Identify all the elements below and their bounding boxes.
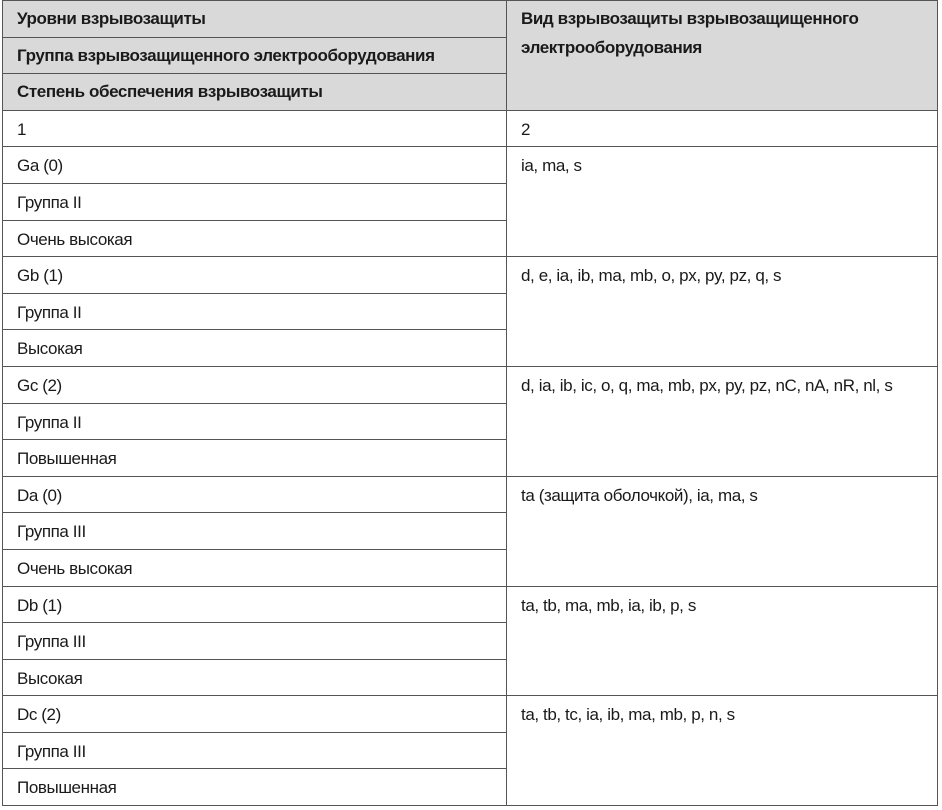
level-cell: Dc (2) bbox=[3, 696, 507, 733]
column-number-row bbox=[3, 110, 938, 147]
protection-cell: d, e, ia, ib, ma, mb, o, px, py, pz, q, s bbox=[507, 257, 938, 367]
level-cell: Da (0) bbox=[3, 476, 507, 513]
table-row bbox=[3, 366, 938, 403]
level-cell: Db (1) bbox=[3, 586, 507, 623]
header-row bbox=[3, 1, 938, 38]
degree-cell: Очень высокая bbox=[3, 220, 507, 257]
degree-cell: Очень высокая bbox=[3, 549, 507, 586]
header-levels: Уровни взрывозащиты bbox=[3, 1, 507, 38]
column-number-2: 2 bbox=[507, 110, 938, 147]
level-cell: Gc (2) bbox=[3, 366, 507, 403]
protection-cell: ta, tb, ma, mb, ia, ib, p, s bbox=[507, 586, 938, 696]
degree-cell: Высокая bbox=[3, 659, 507, 696]
level-cell: Ga (0) bbox=[3, 147, 507, 184]
degree-cell: Высокая bbox=[3, 330, 507, 367]
table-row bbox=[3, 696, 938, 733]
group-cell: Группа III bbox=[3, 513, 507, 550]
header-protection-type: Вид взрывозащиты взрывозащищенного электрооборудования bbox=[507, 1, 938, 111]
table-row bbox=[3, 586, 938, 623]
degree-cell: Повышенная bbox=[3, 440, 507, 477]
table-row bbox=[3, 147, 938, 184]
group-cell: Группа III bbox=[3, 732, 507, 769]
table-row bbox=[3, 476, 938, 513]
header-degree: Степень обеспечения взрывозащиты bbox=[3, 74, 507, 111]
level-cell: Gb (1) bbox=[3, 257, 507, 294]
group-cell: Группа II bbox=[3, 183, 507, 220]
protection-cell: ia, ma, s bbox=[507, 147, 938, 257]
group-cell: Группа III bbox=[3, 623, 507, 660]
explosion-protection-table bbox=[2, 0, 938, 806]
protection-cell: ta (защита оболочкой), ia, ma, s bbox=[507, 476, 938, 586]
table-row bbox=[3, 257, 938, 294]
header-group: Группа взрывозащищенного электрооборудования bbox=[3, 37, 507, 74]
protection-cell: d, ia, ib, ic, o, q, ma, mb, px, py, pz, nC, nA, nR, nl, s bbox=[507, 366, 938, 476]
degree-cell: Повышенная bbox=[3, 769, 507, 806]
column-number-1: 1 bbox=[3, 110, 507, 147]
group-cell: Группа II bbox=[3, 293, 507, 330]
group-cell: Группа II bbox=[3, 403, 507, 440]
protection-cell: ta, tb, tc, ia, ib, ma, mb, p, n, s bbox=[507, 696, 938, 806]
